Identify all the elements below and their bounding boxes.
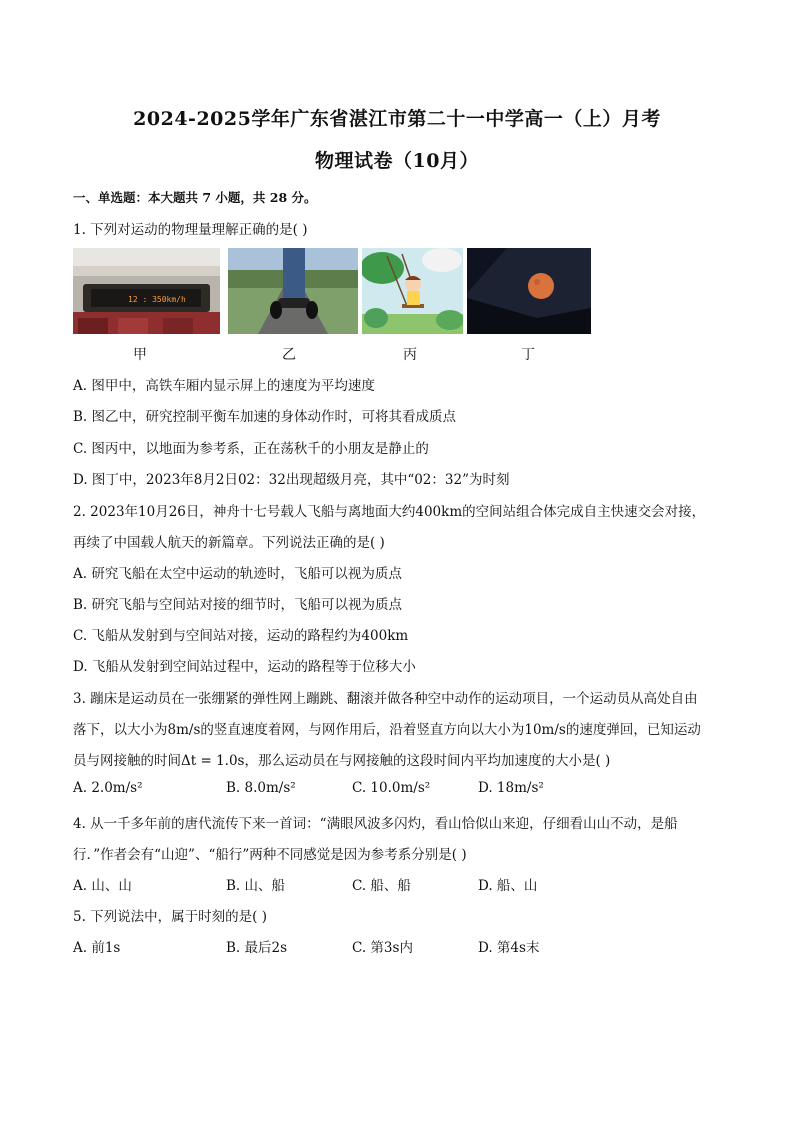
speed-display-text: 12 : 350km/h	[128, 295, 186, 304]
q2-stem-line1: 2. 2023年10月26日，神舟十七号载人飞船与离地面大约400km的空间站组合体完成自主快速交会对接，	[73, 504, 706, 520]
q2-stem-line2: 再续了中国载人航天的新篇章。下列说法正确的是( )	[73, 535, 385, 551]
figure-balance-scooter	[228, 248, 358, 334]
caption-jia: 甲	[133, 347, 147, 363]
q5-stem: 5. 下列说法中，属于时刻的是( )	[73, 909, 267, 925]
q3-option-b: B. 8.0m/s²	[226, 780, 296, 796]
caption-bing: 丙	[403, 347, 417, 363]
supermoon-image	[467, 248, 591, 334]
q2-option-b: B. 研究飞船与空间站对接的细节时，飞船可以视为质点	[73, 597, 403, 613]
q2-option-c: C. 飞船从发射到与空间站对接，运动的路程约为400km	[73, 628, 409, 644]
q5-option-d: D. 第4s末	[478, 940, 540, 956]
q5-option-c: C. 第3s内	[352, 940, 413, 956]
q3-stem-line3: 员与网接触的时间Δt = 1.0s，那么运动员在与网接触的这段时间内平均加速度的大小是( )	[73, 753, 611, 769]
q1-stem: 1. 下列对运动的物理量理解正确的是( )	[73, 222, 308, 238]
q4-option-d: D. 船、山	[478, 878, 538, 894]
exam-title: 2024-2025学年广东省湛江市第二十一中学高一（上）月考	[133, 108, 661, 130]
q3-stem-line2: 落下，以大小为8m/s的竖直速度着网，与网作用后，沿着竖直方向以大小为10m/s的速度弹回，已知运动	[73, 722, 701, 738]
train-display-image	[73, 248, 220, 334]
q3-stem-line1: 3. 蹦床是运动员在一张绷紧的弹性网上蹦跳、翻滚并做各种空中动作的运动项目，一个运动员从高处自由	[73, 691, 698, 707]
exam-subtitle: 物理试卷（10月）	[315, 150, 479, 172]
q1-option-d: D. 图丁中，2023年8月2日02：32出现超级月亮，其中“02：32”为时刻	[73, 472, 510, 488]
figure-supermoon	[467, 248, 591, 334]
q5-option-b: B. 最后2s	[226, 940, 288, 956]
q3-option-c: C. 10.0m/s²	[352, 780, 431, 796]
q5-option-a: A. 前1s	[73, 940, 121, 956]
q4-option-a: A. 山、山	[73, 878, 132, 894]
q1-option-b: B. 图乙中，研究控制平衡车加速的身体动作时，可将其看成质点	[73, 409, 457, 425]
caption-yi: 乙	[282, 347, 296, 363]
section-heading: 一、单选题：本大题共 7 小题，共 28 分。	[73, 190, 317, 205]
q4-stem-line1: 4. 从一千多年前的唐代流传下来一首词：“满眼风波多闪灼，看山恰似山来迎，仔细看山山不动，是船	[73, 816, 678, 832]
balance-scooter-image	[228, 248, 358, 334]
q2-option-d: D. 飞船从发射到空间站过程中，运动的路程等于位移大小	[73, 659, 416, 675]
q2-option-a: A. 研究飞船在太空中运动的轨迹时，飞船可以视为质点	[73, 566, 402, 582]
q4-option-c: C. 船、船	[352, 878, 411, 894]
q1-option-c: C. 图丙中，以地面为参考系，正在荡秋千的小朋友是静止的	[73, 441, 429, 457]
q4-stem-line2: 行．”作者会有“山迎”、“船行”两种不同感觉是因为参考系分别是( )	[73, 847, 467, 863]
q3-option-d: D. 18m/s²	[478, 780, 544, 796]
figure-swing-cartoon	[362, 248, 463, 334]
figure-train-display	[73, 248, 220, 334]
caption-ding: 丁	[521, 347, 535, 363]
q4-option-b: B. 山、船	[226, 878, 286, 894]
q1-option-a: A. 图甲中，高铁车厢内显示屏上的速度为平均速度	[73, 378, 375, 394]
q3-option-a: A. 2.0m/s²	[73, 780, 143, 796]
swing-cartoon-image	[362, 248, 463, 334]
